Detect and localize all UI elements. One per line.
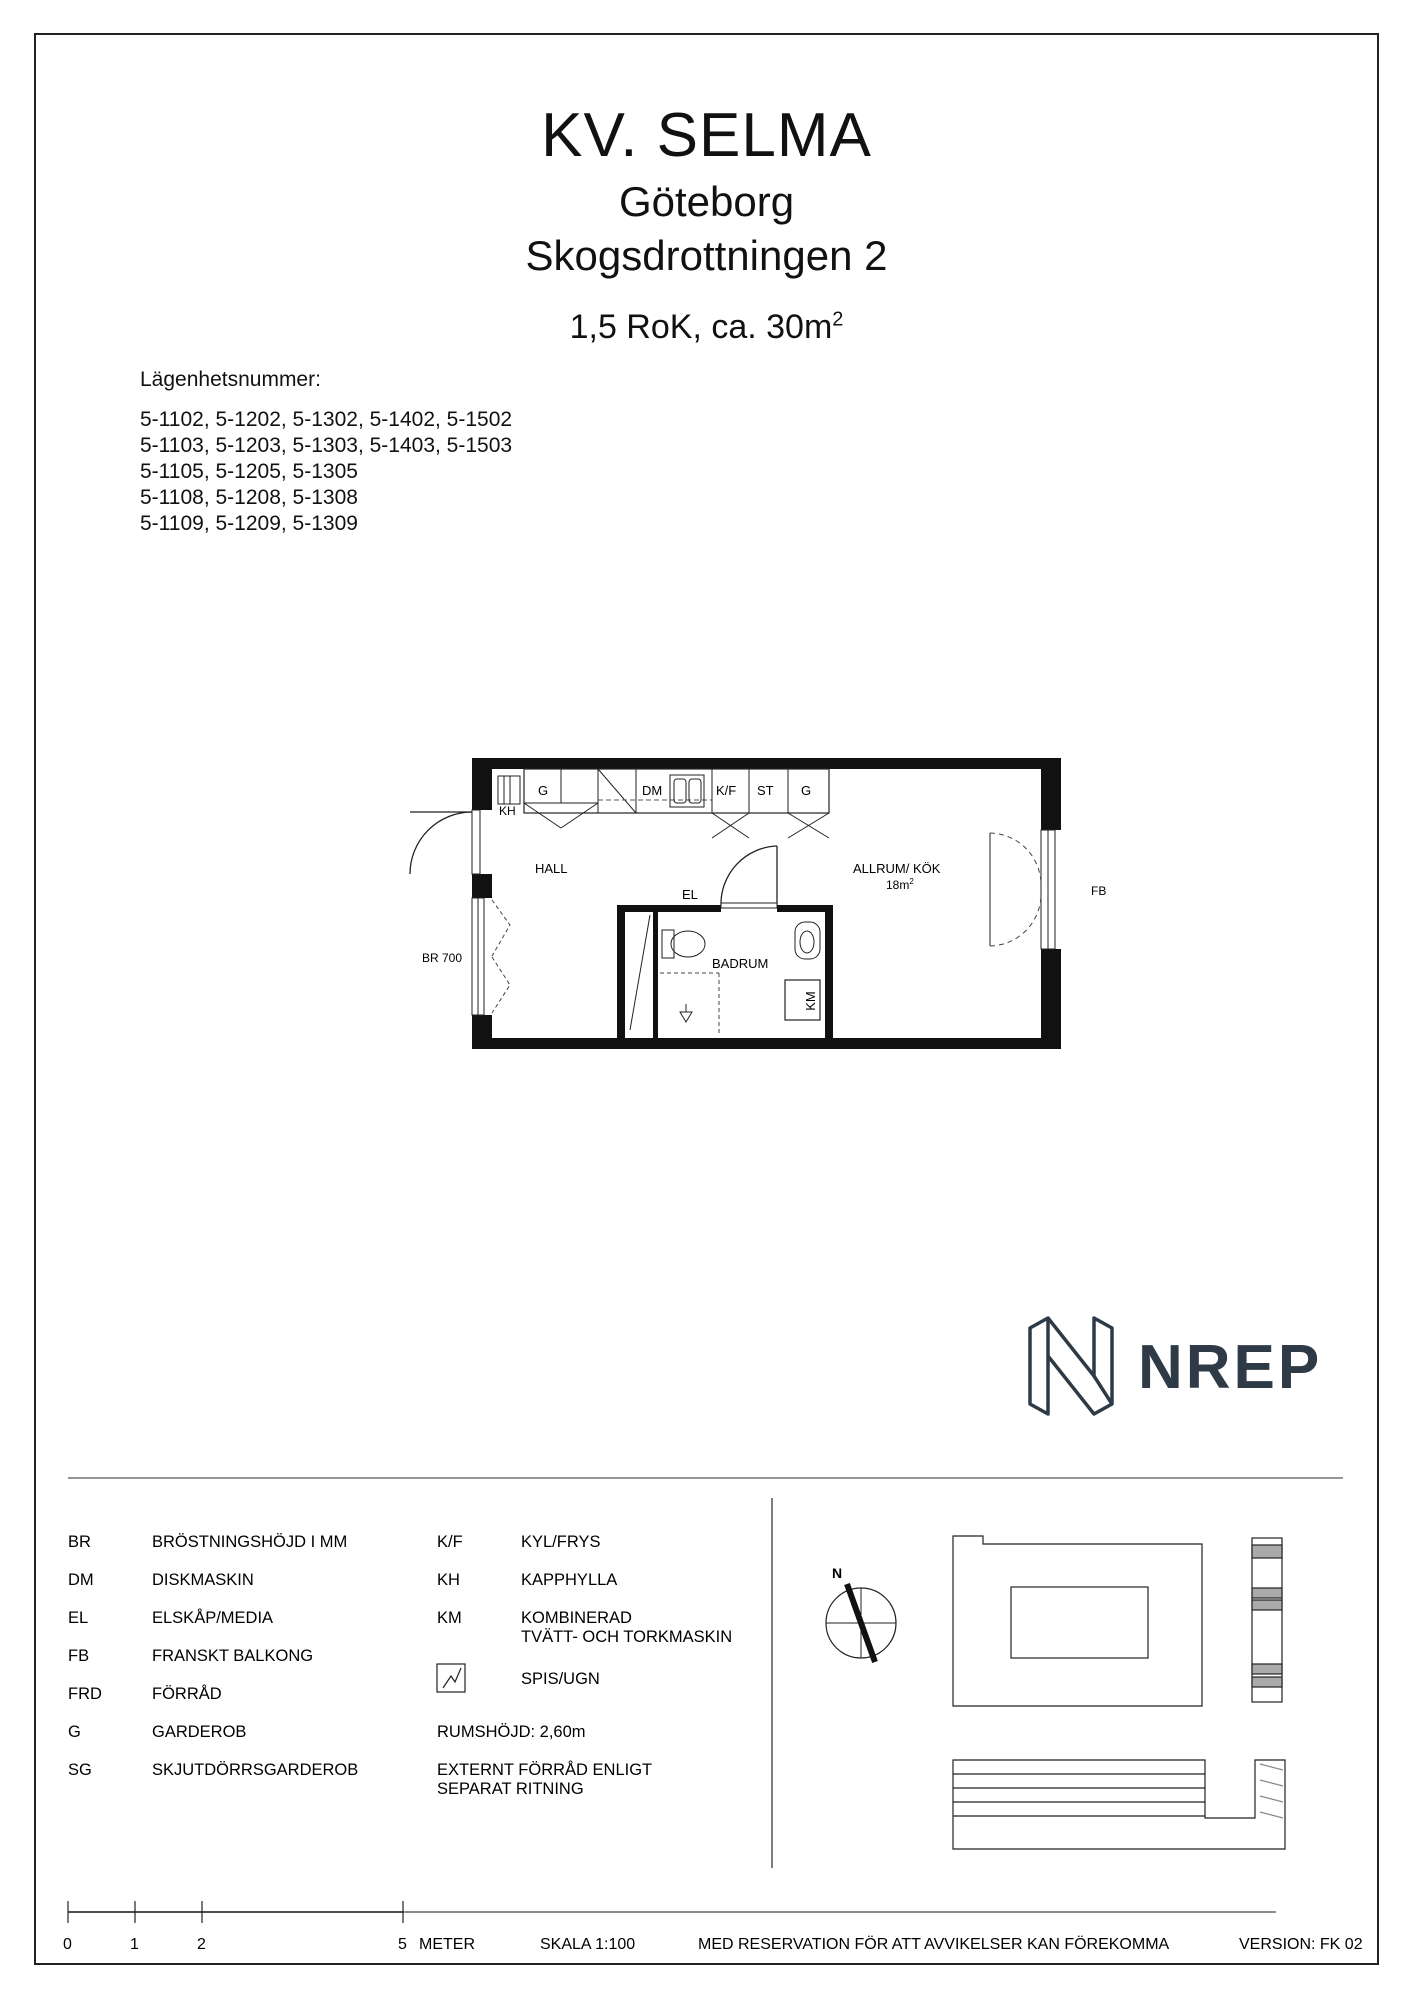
site-courtyard bbox=[1011, 1587, 1148, 1658]
compass-north-label: N bbox=[832, 1565, 843, 1581]
label-kh: KH bbox=[499, 804, 516, 818]
legend-abbr: DM bbox=[68, 1571, 94, 1589]
legend-abbr: KM bbox=[437, 1609, 462, 1627]
balcony-door-swing-lower bbox=[990, 894, 1041, 946]
legend-desc: GARDEROB bbox=[152, 1723, 247, 1741]
street-address: Skogsdrottningen 2 bbox=[525, 232, 888, 279]
label-g1: G bbox=[538, 783, 549, 798]
compass bbox=[826, 1565, 896, 1662]
entrance-frame bbox=[472, 810, 480, 874]
apartment-numbers-row: 5-1102, 5-1202, 5-1302, 5-1402, 5-1502 bbox=[140, 408, 513, 431]
apartment-numbers-row: 5-1105, 5-1205, 5-1305 bbox=[140, 460, 358, 483]
stove-diagonal bbox=[598, 769, 636, 813]
label-area-text: 18m bbox=[886, 878, 910, 892]
legend-abbr: G bbox=[68, 1723, 81, 1741]
legend-abbr: SG bbox=[68, 1761, 92, 1779]
legend-desc-line2: TVÄTT- OCH TORKMASKIN bbox=[521, 1628, 733, 1646]
site-plan bbox=[953, 1536, 1285, 1849]
wall-bath-inner bbox=[653, 912, 658, 1038]
apartment-size-sup: 2 bbox=[832, 308, 844, 331]
legend-desc: FÖRRÅD bbox=[152, 1685, 222, 1703]
wall-left-upper bbox=[472, 758, 492, 810]
wall-bath-left bbox=[617, 905, 625, 1038]
legend-abbr: FB bbox=[68, 1647, 90, 1665]
legend-col2 bbox=[437, 1533, 732, 1798]
legend-abbr: BR bbox=[68, 1533, 91, 1551]
wall-top bbox=[472, 758, 1061, 769]
scale-tick-label: 1 bbox=[130, 1936, 139, 1953]
label-kf: K/F bbox=[716, 783, 737, 798]
legend-abbr: FRD bbox=[68, 1685, 102, 1703]
wall-right-upper bbox=[1041, 758, 1061, 830]
label-area-sup: 2 bbox=[909, 877, 914, 886]
bathroom-door-swing bbox=[721, 846, 777, 905]
label-allrum: ALLRUM/ KÖK bbox=[853, 861, 941, 876]
shaft-diagonal bbox=[630, 915, 650, 1030]
legend-desc: KOMBINERAD bbox=[521, 1609, 632, 1627]
wall-bottom bbox=[472, 1038, 1061, 1049]
site-building-outline bbox=[953, 1536, 1202, 1706]
footer bbox=[63, 1935, 1363, 1953]
wall-bath-top-left bbox=[617, 905, 721, 912]
label-el: EL bbox=[682, 887, 698, 902]
nrep-logo-text: NREP bbox=[1138, 1333, 1323, 1402]
label-km: KM bbox=[803, 991, 818, 1011]
label-fb: FB bbox=[1091, 884, 1107, 898]
label-dm: DM bbox=[642, 783, 663, 798]
window-swing-dashes bbox=[492, 900, 510, 1013]
label-hall: HALL bbox=[535, 861, 568, 876]
label-badrum: BADRUM bbox=[712, 956, 769, 971]
scale-tick-label: 2 bbox=[197, 1936, 206, 1953]
legend-abbr: K/F bbox=[437, 1533, 463, 1551]
version-label: VERSION: FK 02 bbox=[1239, 1936, 1363, 1953]
bathroom-threshold bbox=[721, 903, 777, 908]
stove-icon bbox=[437, 1664, 465, 1692]
nrep-logo-mark bbox=[1030, 1318, 1112, 1414]
city-name: Göteborg bbox=[618, 178, 795, 225]
wall-bath-top-right bbox=[777, 905, 832, 912]
toilet-tank bbox=[662, 930, 674, 958]
legend-externt-line1: EXTERNT FÖRRÅD ENLIGT bbox=[437, 1761, 653, 1779]
kitchen-counter bbox=[524, 769, 829, 813]
apartment-numbers-row: 5-1109, 5-1209, 5-1309 bbox=[140, 512, 358, 535]
wall-left-mid bbox=[472, 874, 492, 898]
apartment-numbers-row: 5-1103, 5-1203, 5-1303, 5-1403, 5-1503 bbox=[140, 434, 513, 457]
floor-plan bbox=[410, 758, 1106, 1049]
apartment-size-text: 1,5 RoK, ca. 30m bbox=[569, 308, 833, 346]
legend-desc: ELSKÅP/MEDIA bbox=[152, 1609, 274, 1627]
wall-bath-right bbox=[825, 905, 833, 1038]
label-g2: G bbox=[801, 783, 812, 798]
apartment-numbers-label: Lägenhetsnummer: bbox=[140, 368, 321, 391]
project-title: KV. SELMA bbox=[541, 101, 872, 170]
legend-desc: KYL/FRYS bbox=[521, 1533, 601, 1551]
label-area bbox=[886, 877, 914, 892]
label-st: ST bbox=[757, 783, 774, 798]
scale-ratio: SKALA 1:100 bbox=[540, 1936, 636, 1953]
site-lower-building bbox=[953, 1760, 1285, 1849]
scale-bar bbox=[68, 1901, 1276, 1923]
scale-tick-label: 0 bbox=[63, 1936, 72, 1953]
legend-desc: FRANSKT BALKONG bbox=[152, 1647, 314, 1665]
nrep-logo bbox=[1030, 1318, 1322, 1414]
scale-tick-label: 5 bbox=[398, 1936, 407, 1953]
toilet-bowl bbox=[671, 931, 705, 957]
balcony-door-swing-upper bbox=[990, 833, 1041, 885]
scale-unit: METER bbox=[419, 1936, 475, 1953]
legend-col1 bbox=[68, 1533, 358, 1779]
entrance-door-swing bbox=[410, 812, 472, 874]
legend-abbr: EL bbox=[68, 1609, 89, 1627]
legend-spis: SPIS/UGN bbox=[521, 1670, 600, 1688]
wall-right-lower bbox=[1041, 949, 1061, 1049]
floor-drain-icon bbox=[680, 1004, 692, 1022]
apartment-numbers-row: 5-1108, 5-1208, 5-1308 bbox=[140, 486, 358, 509]
legend-desc: DISKMASKIN bbox=[152, 1571, 254, 1589]
label-br: BR 700 bbox=[422, 951, 463, 965]
reservation-note: MED RESERVATION FÖR ATT AVVIKELSER KAN FÖREKOMMA bbox=[698, 1936, 1170, 1953]
legend-abbr: KH bbox=[437, 1571, 460, 1589]
legend-rumshojd: RUMSHÖJD: 2,60m bbox=[437, 1723, 586, 1741]
hat-shelf bbox=[498, 776, 520, 804]
legend-externt-line2: SEPARAT RITNING bbox=[437, 1780, 584, 1798]
wall-left-lower bbox=[472, 1015, 492, 1049]
legend-desc: KAPPHYLLA bbox=[521, 1571, 618, 1589]
legend-desc: SKJUTDÖRRSGARDEROB bbox=[152, 1761, 359, 1779]
legend-desc: BRÖSTNINGSHÖJD I MM bbox=[152, 1533, 348, 1551]
